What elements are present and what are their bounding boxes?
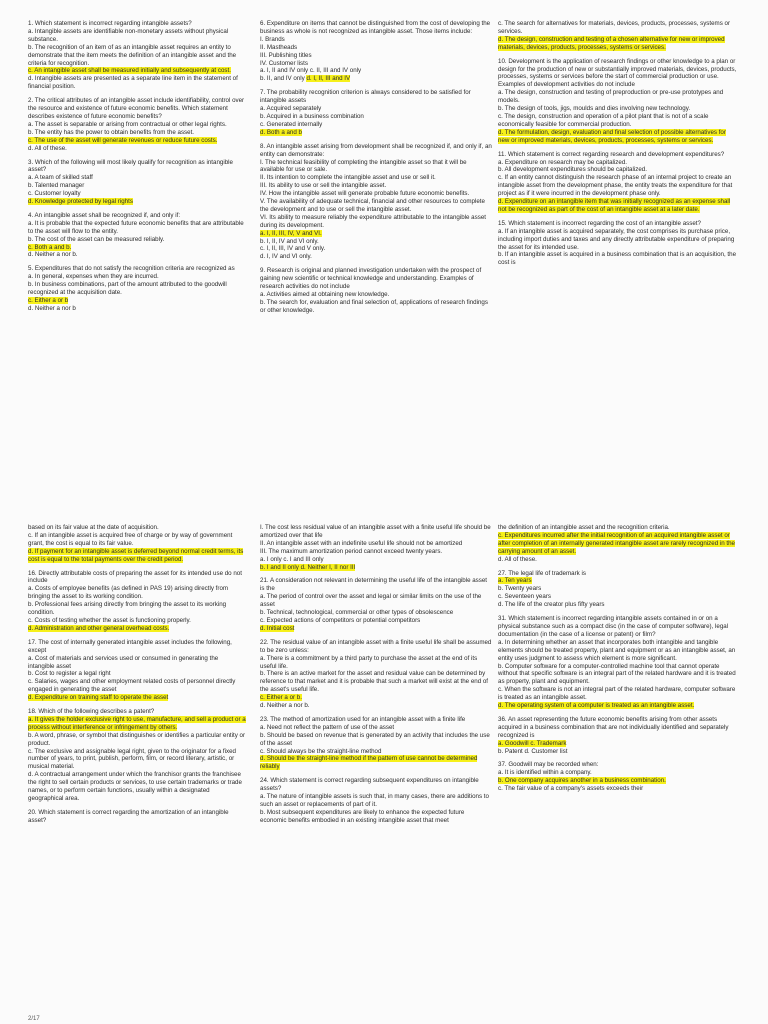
question-text: 21. A consideration not relevant in determining the useful life of the intangible asset is the — [260, 577, 488, 593]
highlighted-answer: a. Ten years — [498, 577, 532, 585]
question-block — [260, 639, 492, 710]
question-line: b. The cost of the asset can be measured reliably. — [28, 235, 165, 243]
question-line: a. The nature of intangible assets is such that, in many cases, there are additions to such an asset or replacements of part of it. — [260, 793, 489, 808]
column-2 — [246, 20, 492, 490]
question-text: 16. Directly attributable costs of preparing the asset for its intended use do not include — [28, 569, 242, 585]
question-line: b. Professional fees arising directly from bringing the asset to its working condition. — [28, 601, 227, 617]
column-4 — [0, 524, 246, 1014]
question-line — [498, 577, 738, 585]
highlighted-answer: b. I and II only d. Neither I, II nor III — [260, 563, 356, 571]
question-text: 31. Which statement is incorrect regarding intangible assets contained in or on a physical substance such as a compact disc (in the case of computer software), legal documentation (in the case of a license or patent) or film? — [498, 615, 729, 638]
question-line: b. All development expenditures should be capitalized. — [498, 166, 647, 174]
question-line: b. The search for, evaluation and final selection of, applications of research findings or other knowledge. — [260, 298, 488, 314]
question-line — [260, 129, 492, 137]
question-text: 6. Expenditure on items that cannot be distinguished from the cost of developing the business as whole is not recognized as intangible asset. Those items include: — [260, 20, 491, 35]
highlighted-answer: d. If payment for an intangible asset is deferred beyond normal credit terms, its cost is equal to the total payments over the credit period. — [28, 547, 244, 563]
highlighted-answer: a. I, II, III, IV, V and VI. — [260, 229, 322, 237]
question-line: b. There is an active market for the asset and residual value can be determined by reference to that market and it is probable that such a market will exist at the end of the asset's useful life. — [260, 670, 489, 694]
question-line: b. The recognition of an item of as an intangible asset requires an entity to demonstrate that the item meets the definition of an intangible asset and the criteria for recognition. — [28, 43, 237, 67]
question-block — [260, 716, 492, 771]
question-line: d. All of these. — [28, 144, 67, 152]
question-text: 2. The critical attributes of an intangible asset include identifiability, control over the resource and existence of future economic benefits. Which statement describes existence of future economic benefits? — [28, 97, 245, 120]
question-line: a. It is probable that the expected future economic benefits that are attributable to the asset will flow to the entity. — [28, 219, 244, 235]
question-block — [498, 220, 738, 267]
question-line: b. If an intangible asset is acquired in a business combination that is an acquisition, the cost is — [498, 251, 737, 267]
question-line: d. A contractual arrangement under which the franchisor grants the franchisee the right to sell certain products or services, to use certain trademarks or trade names, or to perform certain functions, usually within a designated geographical area. — [28, 771, 242, 802]
question-block — [28, 809, 246, 825]
question-line — [260, 694, 492, 702]
question-line: d. Intangible assets are presented as a separate line item in the statement of financial position. — [28, 75, 238, 91]
question-block — [28, 159, 246, 206]
question-line: c. When the software is not an integral part of the related hardware, computer software is treated as an intangible asset. — [498, 686, 736, 702]
column-1 — [0, 20, 246, 490]
question-line: a. In general, expenses when they are incurred. — [28, 273, 159, 281]
question-line: c. Costs of testing whether the asset is functioning properly. — [28, 616, 191, 624]
question-line: b. Acquired in a business combination — [260, 112, 364, 120]
question-line — [498, 198, 738, 214]
question-line: a. Intangible assets are identifiable non-monetary assets without physical substance. — [28, 27, 229, 43]
highlighted-answer: d. Administration and other general overhead costs. — [28, 624, 170, 632]
highlighted-answer: b. One company acquires another in a business combination. — [498, 777, 666, 785]
question-text: 27. The legal life of trademark is — [498, 569, 586, 577]
question-line: a. I only c. I and III only — [260, 555, 324, 563]
highlighted-answer: c. Either a or b — [28, 297, 69, 304]
question-text: 18. Which of the following describes a patent? — [28, 708, 155, 716]
question-text: 5. Expenditures that do not satisfy the recognition criteria are recognized as — [28, 265, 235, 273]
highlighted-answer: d. Both a and b — [260, 128, 302, 136]
question-line: a. There is a commitment by a third party to purchase the asset at the end of its useful life. — [260, 654, 478, 670]
question-line: c. Seventeen years — [498, 593, 551, 601]
question-line: II. Mastheads — [260, 43, 298, 51]
question-line: b. II, and IV only d. I, II, III and IV — [260, 75, 351, 83]
question-line: c. Salaries, wages and other employment related costs of personnel directly engaged in generating the asset — [28, 678, 236, 694]
question-line: b. The entity has the power to obtain benefits from the asset. — [28, 128, 195, 136]
question-line: b. Most subsequent expenditures are likely to enhance the expected future economic benefits embodied in an existing intangible asset that meet — [260, 808, 465, 824]
question-text: 36. An asset representing the future economic benefits arising from other assets acquired in a business combination that are not individually identified and separately recognized is — [498, 715, 729, 739]
question-block — [28, 97, 246, 152]
question-line: c. The design, construction and operation of a pilot plant that is not of a scale economically feasible for commercial production. — [498, 112, 709, 128]
column-6 — [492, 524, 738, 1014]
question-line — [260, 625, 492, 633]
page-number: 2/17 — [28, 1016, 40, 1022]
question-block — [498, 761, 738, 793]
question-line: c. If an intangible asset is acquired free of charge or by way of government grant, the cost is equal to its fair value. — [28, 531, 233, 547]
question-line: d. I, IV and VI only. — [260, 253, 312, 261]
question-text: 22. The residual value of an intangible asset with a finite useful life shall be assumed to be zero unless: — [260, 638, 492, 654]
question-text: 24. Which statement is correct regarding subsequent expenditures on intangible assets? — [260, 777, 479, 793]
question-text: 37. Goodwill may be recorded when: — [498, 761, 599, 769]
question-line: a. The period of control over the asset and legal or similar limits on the use of the asset — [260, 593, 482, 609]
question-line: a. A team of skilled staff — [28, 174, 93, 182]
question-line: a. Expenditure on research may be capitalized. — [498, 158, 627, 166]
question-block — [28, 708, 246, 803]
question-text: the definition of an intangible asset and the recognition criteria. — [498, 524, 670, 531]
question-text: 15. Which statement is incorrect regarding the cost of an intangible asset? — [498, 219, 701, 227]
question-line: b. Technical, technological, commercial or other types of obsolescence — [260, 609, 454, 617]
question-line: II. Its intention to complete the intangible asset and use or sell it. — [260, 174, 436, 182]
question-line: a. Need not reflect the pattern of use of the asset — [260, 723, 395, 731]
question-block — [28, 265, 246, 312]
question-block — [260, 524, 492, 571]
question-line: IV. How the intangible asset will generate probable future economic benefits. — [260, 190, 470, 198]
question-line: III. Its ability to use or sell the intangible asset. — [260, 182, 387, 190]
question-line: a. In determining whether an asset that incorporates both intangible and tangible elements should be treated property, plant and equipment or as an intangible asset, an entity uses judgment to assess which element is more significant. — [498, 638, 736, 662]
question-line: c. The exclusive and assignable legal right, given to the originator for a fixed number of years, to print, publish, perform, film, or record literary, artistic, or musical material. — [28, 747, 236, 771]
highlighted-answer: d. Initial cost — [260, 624, 295, 632]
question-line: b. Should be based on revenue that is generated by an activity that includes the use of the asset — [260, 731, 490, 747]
question-block — [498, 716, 738, 756]
question-block — [260, 777, 492, 824]
question-line: c. Customer loyalty — [28, 190, 81, 198]
question-block — [260, 143, 492, 262]
question-line: a. The design, construction and testing of preproduction or pre-use prototypes and models. — [498, 89, 724, 105]
question-line — [498, 702, 738, 710]
question-line — [28, 137, 246, 145]
question-line: a. Cost of materials and services used or consumed in generating the intangible asset — [28, 654, 219, 670]
highlighted-answer: c. An intangible asset shall be measured initially and subsequently at cost. — [28, 67, 231, 75]
question-text: 4. An intangible asset shall be recognized if, and only if: — [28, 211, 181, 219]
question-line: c. If an entity cannot distinguish the research phase of an internal project to create an intangible asset from the development phase, the entity treats the expenditure for that project as if it were incurred in the development phase only. — [498, 174, 733, 198]
question-block — [498, 151, 738, 214]
question-line: IV. Customer lists — [260, 59, 308, 67]
question-line: I. Brands — [260, 35, 285, 43]
question-block — [260, 577, 492, 632]
question-text: c. The search for alternatives for materials, devices, products, processes, systems or services. — [498, 20, 731, 35]
highlighted-answer: d. The operating system of a computer is treated as an intangible asset. — [498, 702, 695, 710]
top-band — [0, 20, 768, 490]
question-line — [28, 67, 246, 75]
question-line — [28, 625, 246, 633]
question-line: a. Acquired separately — [260, 105, 322, 113]
question-line: a. The asset is separable or arising from contractual or other legal rights. — [28, 120, 227, 128]
question-line — [498, 777, 738, 785]
question-line — [498, 740, 738, 748]
question-line: b. Talented manager — [28, 182, 85, 190]
question-line: b. The design of tools, jigs, moulds and dies involving new technology. — [498, 105, 691, 113]
highlighted-answer: c. The use of the asset will generate revenues or reduce future costs. — [28, 136, 218, 144]
question-line: b. Twenty years — [498, 585, 542, 593]
question-line: a. Activities aimed at obtaining new knowledge. — [260, 291, 390, 298]
question-text: 20. Which statement is correct regarding the amortization of an intangible asset? — [28, 808, 229, 824]
question-block — [498, 524, 738, 564]
question-line — [28, 548, 246, 564]
question-line — [28, 716, 246, 732]
question-line: b. Cost to register a legal right — [28, 670, 111, 678]
highlighted-answer: c. Both a and b. — [28, 243, 72, 251]
highlighted-answer: d. Expenditure on training staff to operate the asset — [28, 694, 169, 702]
highlighted-answer: c. Expenditures incurred after the initial recognition of an acquired intangible asset or after completion of an internally generated intangible asset are rarely recognized in the carrying amount of an asset. — [498, 531, 735, 555]
question-line: c. Generated internally — [260, 120, 323, 128]
question-block — [498, 570, 738, 610]
question-text: 9. Research is original and planned investigation undertaken with the prospect of gaining new scientific or technical knowledge and understanding. Examples of research activities do not include — [260, 267, 482, 291]
question-block — [260, 20, 492, 83]
highlighted-answer: c. Either a or b. — [260, 694, 302, 702]
question-line: d. All of these. — [498, 555, 537, 563]
question-line: c. Expected actions of competitors or potential competitors — [260, 616, 421, 624]
question-block — [28, 524, 246, 564]
question-text: 7. The probability recognition criterion is always considered to be satisfied for intangible assets — [260, 89, 471, 105]
question-text: 3. Which of the following will most likely qualify for recognition as intangible asset? — [28, 158, 233, 174]
question-line: V. The availability of adequate technical, financial and other resources to complete the development and to use or sell the intangible asset. — [260, 198, 485, 213]
question-line: d. The life of the creator plus fifty years — [498, 601, 605, 609]
question-text: 8. An intangible asset arising from development shall be recognized if, and only if, an entity can demonstrate: — [260, 142, 492, 158]
question-text: 1. Which statement is incorrect regarding intangible assets? — [28, 20, 192, 27]
question-line: b. In business combinations, part of the amount attributed to the goodwill recognized at the acquisition date. — [28, 281, 227, 297]
question-line: a. It is identified within a company. — [498, 769, 592, 777]
question-text: 17. The cost of internally generated intangible asset includes the following, except — [28, 638, 232, 654]
question-line — [260, 755, 492, 771]
question-line: I. The technical feasibility of completing the intangible asset so that it will be available for use or sale. — [260, 158, 467, 174]
question-line: b. Patent d. Customer list — [498, 747, 568, 755]
question-line: c. The fair value of a company's assets exceeds their — [498, 785, 644, 793]
highlighted-answer: d. The formulation, design, evaluation and final selection of possible alternatives for new or improved materials, devices, products, processes, systems or services. — [498, 128, 726, 144]
question-line: III. The maximum amortization period cannot exceed twenty years. — [260, 547, 443, 555]
question-block — [260, 267, 492, 314]
question-block — [28, 212, 246, 259]
question-line: b. I, II, IV and VI only. — [260, 237, 319, 245]
question-block — [28, 639, 246, 702]
column-3 — [492, 20, 738, 490]
question-line: d. Neither a nor b — [28, 304, 76, 312]
question-line: c. Should always be the straight-line method — [260, 747, 382, 755]
highlighted-answer: d. I, II, III and IV — [306, 75, 351, 83]
question-line — [260, 230, 492, 238]
question-line — [498, 129, 738, 145]
question-text: 23. The method of amortization used for an intangible asset with a finite life — [260, 715, 466, 723]
question-line — [498, 532, 738, 556]
question-line: b. Computer software for a computer-controlled machine tool that cannot operate without that specific software is an integral part of the related hardware and it is treated as property, plant and equipment. — [498, 662, 736, 686]
highlighted-answer: a. Goodwill c. Trademark — [498, 739, 567, 747]
question-line: a. If an intangible asset is acquired separately, the cost comprises its purchase price, including import duties and taxes and any directly attributable expenditure of preparing the asset for its intended use. — [498, 227, 735, 251]
question-line: II. An intangible asset with an indefinite useful life should not be amortized — [260, 539, 463, 547]
question-line — [260, 564, 492, 572]
question-line: d. Neither a nor b. — [28, 251, 78, 259]
question-block — [498, 615, 738, 710]
highlighted-answer: d. Expenditure on an intangible item that was initially recognized as an expense shall not be recognized as part of the cost of an intangible asset at a later date. — [498, 198, 731, 213]
question-block — [498, 20, 738, 52]
question-line: III. Publishing titles — [260, 51, 312, 59]
question-line: b. A word, phrase, or symbol that distinguishes or identifies a particular entity or product. — [28, 731, 246, 747]
question-line — [28, 297, 246, 305]
highlighted-answer: d. The design, construction and testing of a chosen alternative for new or improved materials, devices, products, processes, systems or services. — [498, 35, 725, 51]
question-block — [28, 20, 246, 91]
question-line — [28, 198, 246, 206]
question-line: a. I, II and IV only c. II, III and IV only — [260, 67, 362, 75]
question-line: d. Neither a nor b. — [260, 702, 310, 710]
question-line: a. Costs of employee benefits (as defined in PAS 19) arising directly from bringing the asset to its working condition. — [28, 585, 229, 601]
highlighted-answer: d. Should be the straight-line method if the pattern of use cannot be determined reliably — [260, 755, 478, 771]
question-line — [498, 36, 738, 52]
bottom-band — [0, 524, 768, 1014]
question-text: 11. Which statement is correct regarding research and development expenditures? — [498, 150, 725, 158]
question-line — [28, 244, 246, 252]
highlighted-answer: d. Knowledge protected by legal rights — [28, 198, 133, 206]
question-block — [498, 58, 738, 145]
question-text: based on its fair value at the date of acquisition. — [28, 524, 159, 531]
question-line — [28, 694, 246, 702]
column-5 — [246, 524, 492, 1014]
question-block — [28, 570, 246, 633]
question-line: c. I, II, III, IV and V only. — [260, 245, 326, 253]
question-text: 10. Development is the application of research findings or other knowledge to a plan or design for the production of new or substantially improved materials, devices, products, processes, systems or services before the start of commercial production or use. Examples of development activities do not include — [498, 57, 737, 89]
question-text: I. The cost less residual value of an intangible asset with a finite useful life should be amortized over that life — [260, 524, 491, 539]
highlighted-answer: a. It gives the holder exclusive right to use, manufacture, and sell a product or a process without interference or infringement by others. — [28, 715, 246, 731]
question-block — [260, 89, 492, 136]
question-line: VI. Its ability to measure reliably the expenditure attributable to the intangible asset during its development. — [260, 213, 486, 229]
